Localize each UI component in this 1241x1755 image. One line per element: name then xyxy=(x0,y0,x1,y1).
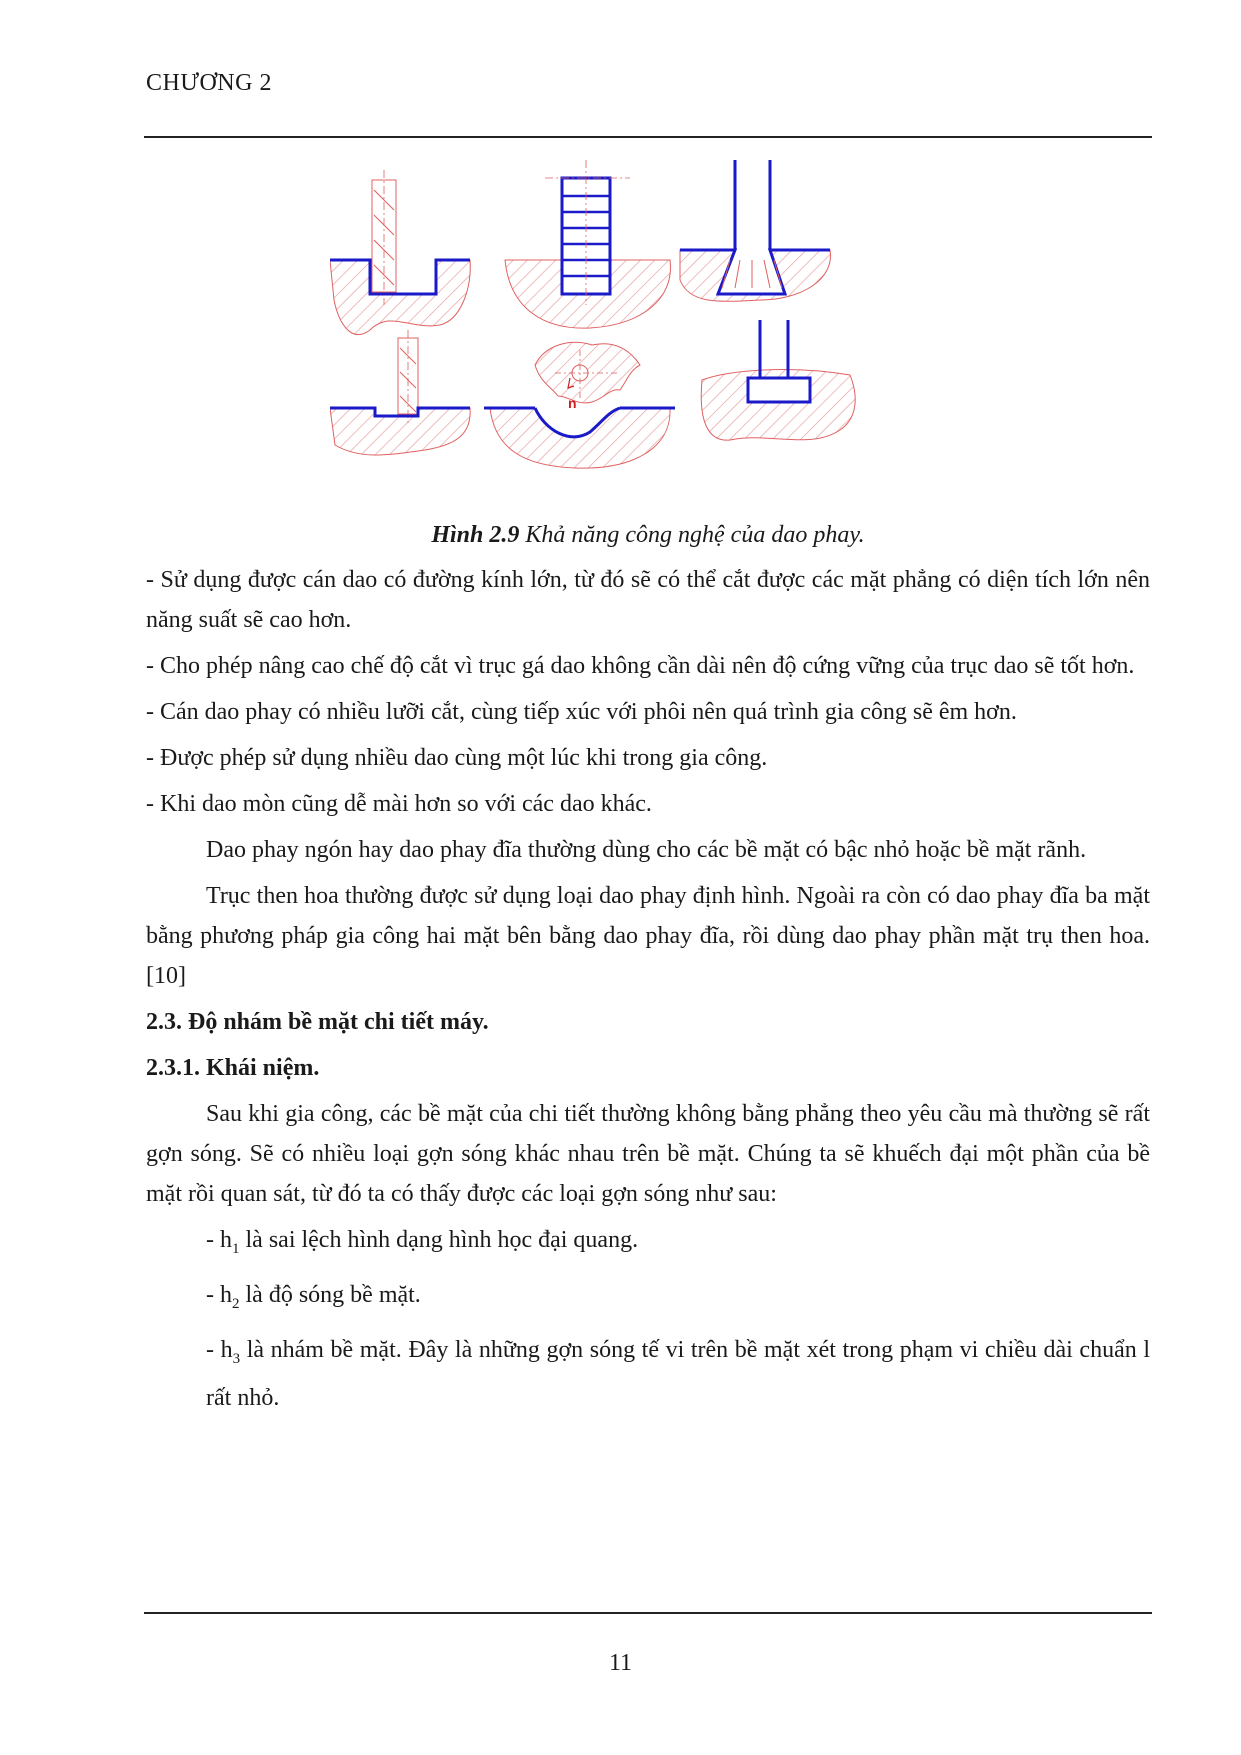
paragraph-1: - Sử dụng được cán dao có đường kính lớn, từ đó sẽ có thể cắt được các mặt phẳng có diện tích lớn nên năng suất sẽ cao hơn. xyxy=(146,567,1150,633)
paragraph-8: Sau khi gia công, các bề mặt của chi tiết thường không bằng phẳng theo yêu cầu mà thường sẽ rất gợn sóng. Sẽ có nhiều loại gợn sóng khác nhau trên bề mặt. Chúng ta sẽ khuếch đại một phần của bề mặt rồi quan sát, từ đó ta có thấy được các loại gợn sóng như sau: xyxy=(146,1101,1150,1207)
panel-form-cutter xyxy=(484,342,675,468)
milling-figure xyxy=(330,160,980,500)
list-item-h1: - $h_1$ là sai lệch hình dạng hình học đại quang. xyxy=(206,1227,639,1257)
list-item-h3: - $h_3$ là nhám bề mặt. Đây là những gợn sóng tế vi trên bề mặt xét trong phạm vi chiều dài chuẩn l rất nhỏ. xyxy=(206,1336,1150,1412)
chapter-header: CHƯƠNG 2 xyxy=(146,70,272,96)
rotation-label: n xyxy=(568,395,577,411)
page-number: 11 xyxy=(608,1650,633,1676)
subsection-title: 2.3.1. Khái niệm. xyxy=(146,1055,320,1081)
panel-end-mill-slot xyxy=(330,170,470,335)
header-rule xyxy=(144,136,1152,138)
figure-caption-text: Khả năng công nghệ của dao phay. xyxy=(525,522,865,548)
paragraph-6: Dao phay ngón hay dao phay đĩa thường dùng cho các bề mặt có bậc nhỏ hoặc bề mặt rãnh. xyxy=(206,837,1087,863)
panel-step-milling xyxy=(330,330,470,455)
paragraph-2: - Cho phép nâng cao chế độ cắt vì trục gá dao không cần dài nên độ cứng vững của trục dao sẽ tốt hơn. xyxy=(146,653,1135,679)
panel-t-slot-cutter xyxy=(701,320,855,440)
paragraph-5: - Khi dao mòn cũng dễ mài hơn so với các dao khác. xyxy=(146,791,652,817)
panel-dovetail-cutter xyxy=(680,160,830,301)
paragraph-4: - Được phép sử dụng nhiều dao cùng một lúc khi trong gia công. xyxy=(146,745,768,771)
section-title: 2.3. Độ nhám bề mặt chi tiết máy. xyxy=(146,1009,489,1035)
panel-gang-cutter xyxy=(505,160,670,328)
figure-label: Hình 2.9 xyxy=(431,522,520,548)
paragraph-3: - Cán dao phay có nhiều lưỡi cắt, cùng tiếp xúc với phôi nên quá trình gia công sẽ êm hơn. xyxy=(146,699,1017,725)
list-item-h2: - $h_2$ là độ sóng bề mặt. xyxy=(206,1281,421,1312)
footer-rule xyxy=(144,1612,1152,1614)
figure-caption xyxy=(144,522,1152,549)
body-text xyxy=(146,560,1150,1424)
paragraph-7: Trục then hoa thường được sử dụng loại dao phay định hình. Ngoài ra còn có dao phay đĩa ba mặt bằng phương pháp gia công hai mặt bên bằng dao phay đĩa, rồi dùng dao phay phần mặt trụ then hoa. [10] xyxy=(146,883,1150,989)
